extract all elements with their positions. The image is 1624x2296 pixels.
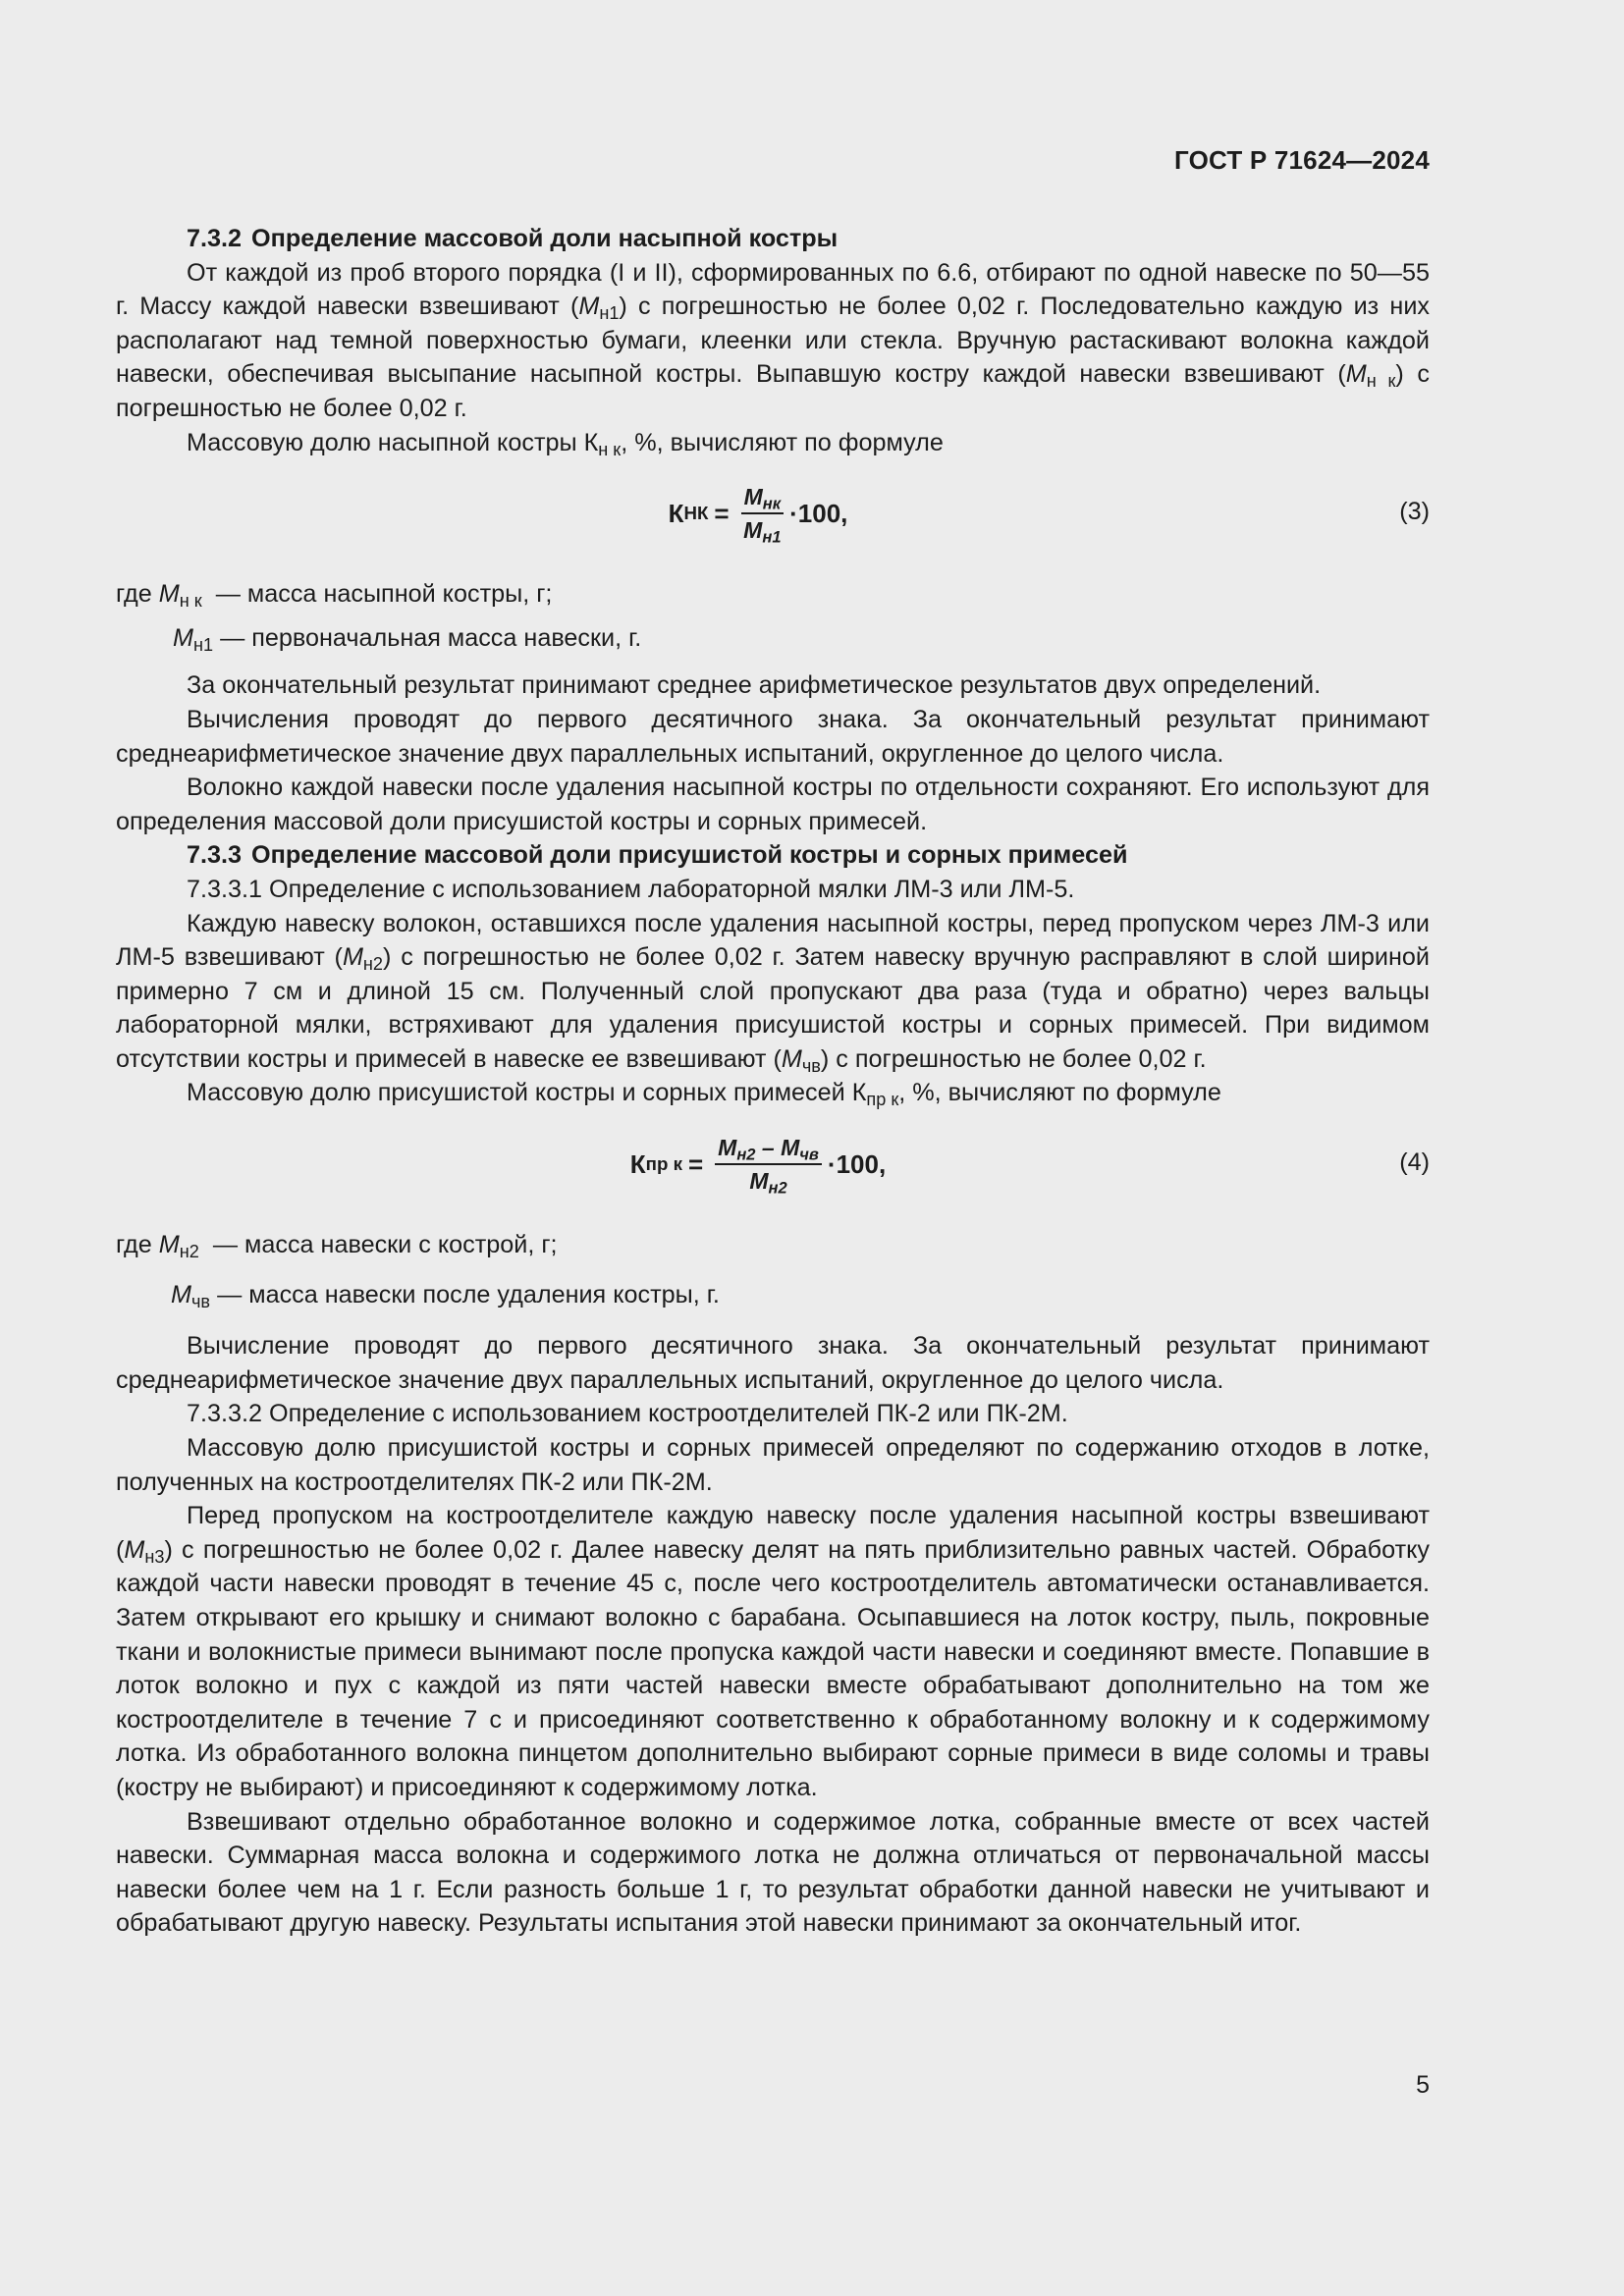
paragraph — [116, 256, 1430, 426]
text: Массовую долю насыпной костры К — [187, 428, 599, 456]
subscript: н2 — [736, 1145, 756, 1164]
formula-number: (3) — [1399, 498, 1430, 526]
symbol-m: M — [1345, 360, 1367, 389]
text: где — [116, 1231, 152, 1259]
subscript: н2 — [768, 1178, 787, 1198]
fraction-denominator — [743, 514, 781, 545]
symbol-m: M — [743, 516, 763, 543]
page-content — [116, 222, 1430, 1941]
text: ) с погрешностью не более 0,02 г. Затем навеску вручную расправляют в слой шириной примерно 7 см и длиной 15 см. Полученный слой пропускают два раза (туда и обратно) через вальцы лабораторной мялки, встряхивают для удаления присушистой костры и сорных примесей. При видимом отсутствии костры и примесей в навеске ее взвешивают ( — [116, 943, 1430, 1073]
section-number: 7.3.2 — [187, 225, 243, 252]
subscript: н1 — [192, 634, 214, 655]
symbol-m: M — [743, 483, 763, 509]
text: Каждую навеску волокон, оставшихся после удаления насыпной костры, перед пропуском через ЛМ-3 или ЛМ-5 взвешивают ( — [116, 909, 1430, 972]
text: , %, вычисляют по формуле — [898, 1079, 1221, 1107]
spacer — [116, 1262, 1430, 1278]
symbol-m: M — [718, 1134, 737, 1160]
text: ) с погрешностью не более 0,02 г. — [820, 1044, 1207, 1073]
subscript: пр к — [866, 1090, 899, 1110]
symbol-m: M — [124, 1535, 145, 1564]
page-number: 5 — [1416, 2071, 1430, 2099]
spacer — [116, 612, 1430, 621]
equals-sign: = — [714, 498, 730, 528]
formula-number: (4) — [1399, 1148, 1430, 1177]
subsection-heading-7-3-3-1: 7.3.3.1 Определение с использованием лабораторной мялки ЛМ-3 или ЛМ-5. — [187, 875, 1075, 903]
subscript: н1 — [599, 303, 620, 324]
symbol-m: M — [158, 1231, 180, 1259]
fraction — [715, 1134, 822, 1196]
subscript: чв — [190, 1291, 211, 1311]
where-line — [116, 577, 1430, 612]
formula-lhs: К — [629, 1148, 646, 1179]
text: — первоначальная масса навески, г. — [220, 623, 642, 652]
fraction-numerator — [715, 1134, 822, 1165]
equals-sign: = — [687, 1148, 704, 1179]
paragraph — [116, 1076, 1430, 1110]
symbol-m: M — [342, 943, 363, 972]
formula-multiplier: ·100, — [789, 498, 848, 528]
formula-multiplier: ·100, — [827, 1148, 887, 1179]
subscript: н2 — [362, 954, 384, 975]
paragraph — [116, 426, 1430, 460]
paragraph — [116, 1499, 1430, 1804]
text: — масса навески после удаления костры, г. — [217, 1280, 720, 1308]
subscript: н к — [598, 439, 622, 459]
where-line — [116, 1278, 1430, 1312]
section-number: 7.3.3 — [187, 841, 243, 870]
subscript: н1 — [762, 527, 782, 547]
symbol-m: M — [749, 1167, 769, 1194]
document-id-header: ГОСТ Р 71624—2024 — [1174, 145, 1430, 175]
paragraph: Вычисление проводят до первого десятичного знака. За окончательный результат принимают среднеарифметическое значение двух параллельных испытаний, округленное до целого числа. — [116, 1332, 1430, 1394]
text: где — [116, 580, 152, 609]
paragraph: За окончательный результат принимают среднее арифметическое результатов двух определений. — [187, 671, 1322, 700]
symbol-m: M — [578, 293, 600, 321]
text: — масса навески с кострой, г; — [212, 1231, 558, 1259]
symbol-m: M — [781, 1134, 800, 1160]
symbol-m: M — [158, 580, 180, 609]
section-heading-7-3-2 — [116, 222, 1430, 256]
formula-3 — [116, 475, 1430, 552]
subscript: н3 — [144, 1546, 165, 1567]
subscript: чв — [801, 1055, 821, 1076]
subscript: чв — [799, 1145, 819, 1164]
text: Перед пропуском на костроотделителе каждую навеску после удаления насыпной костры взвешивают ( — [116, 1502, 1430, 1564]
section-title: Определение массовой доли присушистой костры и сорных примесей — [251, 841, 1128, 870]
subscript: нк — [762, 494, 782, 513]
spacer — [116, 1311, 1430, 1329]
paragraph: Вычисления проводят до первого десятичного знака. За окончательный результат принимают среднеарифметическое значение двух параллельных испытаний, округленное до целого числа. — [116, 705, 1430, 768]
text: ) с погрешностью не более 0,02 г. — [116, 360, 1431, 422]
text: — масса насыпной костры, г; — [215, 580, 553, 609]
section-title: Определение массовой доли насыпной костры — [251, 225, 839, 252]
paragraph: Волокно каждой навески после удаления насыпной костры по отдельности сохраняют. Его используют для определения массовой доли присушистой костры и сорных примесей. — [116, 774, 1430, 835]
fraction-numerator — [741, 483, 785, 514]
spacer — [116, 655, 1430, 668]
text: От каждой из проб второго порядка (I и II), сформированных по 6.6, отбирают по одной навеске по 50—55 г. Массу каждой навески взвешивают ( — [116, 258, 1430, 321]
text: ) с погрешностью не более 0,02 г. Последовательно каждую из них располагают над темной поверхностью бумаги, клеенки или стекла. Вручную растаскивают волокна каждой навески, обеспечивая высыпание насыпной костры. Выпавшую костру каждой навески взвешивают ( — [116, 293, 1430, 389]
subscript: н к — [179, 591, 202, 612]
symbol-m: M — [171, 1280, 191, 1308]
formula-expression: К пр к = $\frac{M_{н2} - M_{чв}}{M_{н2}}$ ·100, — [629, 1134, 887, 1198]
paragraph — [116, 907, 1430, 1077]
formula-expression: К НК = $\frac{M_{нк}}{M_{н1}}$ ·100, — [668, 483, 848, 547]
symbol-m: M — [173, 623, 193, 652]
text: ) с погрешностью не более 0,02 г. Далее навеску делят на пять приблизительно равных частей. Обработку каждой части навески проводят в течение 45 с, после чего костроотделитель автоматически останавливается. Затем открывают его крышку и снимают волокно с барабана. Осыпавшиеся на лоток костру, пыль, покровные ткани и волокнистые примеси вынимают после пропуска каждой части навески и соединяют вместе. Попавшие в лоток волокно и пух с каждой из пяти частей навески вместе обрабатывают дополнительно на том же костроотделителе в течение 7 с и присоединяют соответственно к обработанному волокну и к содержимому лотка. Из обработанного волокна пинцетом дополнительно выбирают сорные примеси в виде соломы и травы (костру не выбирают) и присоединяют к содержимому лотка. — [116, 1535, 1430, 1801]
paragraph: Взвешивают отдельно обработанное волокно и содержимое лотка, собранные вместе от всех частей навески. Суммарная масса волокна и содержимого лотка не должна отличаться от первоначальной массы навески более чем на 1 г. Если разность больше 1 г, то результат обработки данной навески не учитывают и обрабатывают другую навеску. Результаты испытания этой навески принимают за окончательный итог. — [116, 1807, 1430, 1938]
fraction — [741, 483, 785, 545]
minus-sign: – — [755, 1134, 782, 1160]
fraction-denominator — [749, 1165, 786, 1196]
subscript: н2 — [179, 1242, 199, 1262]
symbol-m: M — [781, 1044, 802, 1073]
formula-lhs: К — [668, 498, 684, 528]
text: , %, вычисляют по формуле — [621, 428, 944, 456]
subsection-heading-7-3-3-2: 7.3.3.2 Определение с использованием костроотделителей ПК-2 или ПК-2М. — [187, 1400, 1068, 1428]
where-line — [116, 1228, 1430, 1262]
text: Массовую долю присушистой костры и сорных примесей К — [187, 1079, 867, 1107]
formula-4 — [116, 1126, 1430, 1202]
subscript: н к — [1366, 371, 1396, 392]
section-heading-7-3-3 — [116, 838, 1430, 873]
paragraph: Массовую долю присушистой костры и сорных примесей определяют по содержанию отходов в лотке, полученных на костроотделителях ПК-2 или ПК-2М. — [116, 1434, 1430, 1496]
where-line — [116, 621, 1430, 656]
